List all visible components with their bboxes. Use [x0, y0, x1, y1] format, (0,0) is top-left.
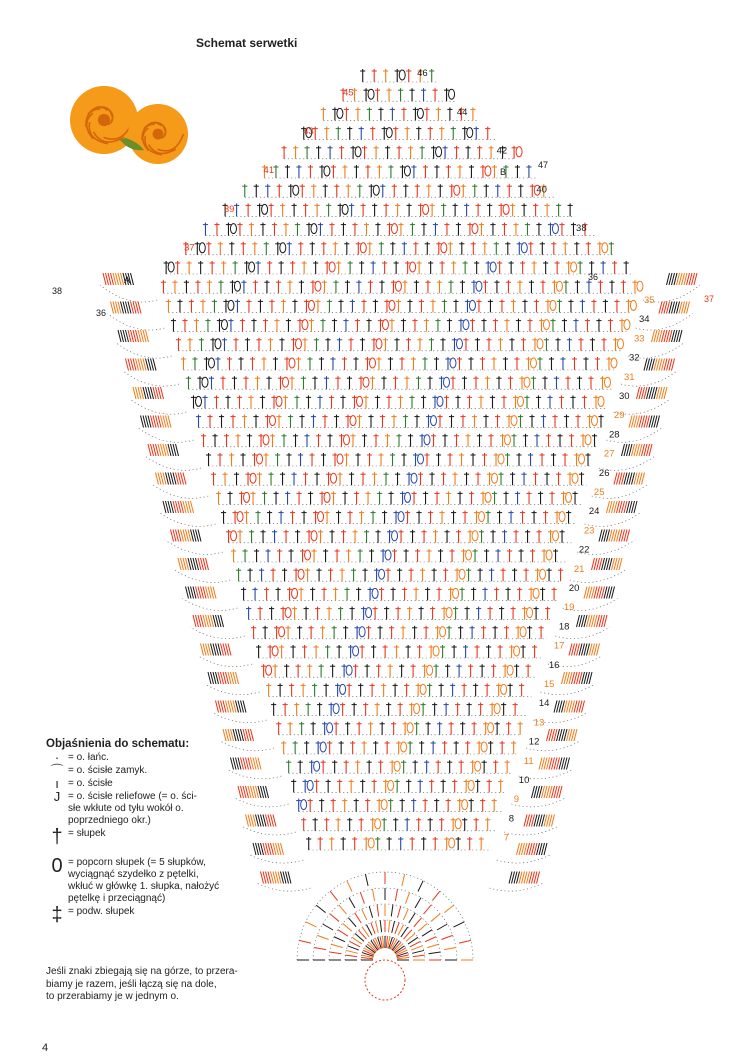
row-number: 31 — [623, 371, 635, 383]
relief-stitch-icon: J — [53, 789, 61, 804]
row-number: 37 — [184, 242, 195, 254]
legend-heading: Objaśnienia do schematu: — [46, 738, 190, 750]
page-title: Schemat serwetki — [196, 36, 298, 50]
row-number: 22 — [578, 544, 590, 556]
side-label-37: 37 — [704, 294, 715, 304]
legend-item-treble: ‡ = podw. słupek — [46, 906, 286, 924]
row-number: 47 — [538, 160, 549, 170]
chain-stitch-icon: · — [54, 750, 60, 765]
row-number: 20 — [568, 583, 580, 594]
row-number: 9 — [513, 794, 520, 806]
row-number: 13 — [533, 717, 545, 729]
row-number: 7 — [503, 832, 510, 844]
row-number: 44 — [456, 106, 468, 118]
row-number: 32 — [628, 352, 640, 364]
treble-crochet-icon: ‡ — [51, 904, 63, 926]
row-number: 38 — [576, 223, 587, 235]
row-number: 30 — [618, 391, 630, 402]
single-crochet-icon: ı — [55, 776, 59, 791]
side-label-36: 36 — [96, 308, 107, 318]
legend-item-relief: J = o. ścisłe reliefowe (= o. ści- słe wkłute od tyłu wokół o. poprzedniego okr.) — [46, 791, 286, 827]
row-number: 33 — [633, 333, 645, 345]
row-number: 46 — [417, 68, 428, 79]
row-number: 35 — [644, 295, 655, 306]
row-number: 10 — [518, 775, 530, 786]
row-number: 12 — [528, 736, 540, 748]
row-number: 24 — [588, 506, 600, 518]
row-number: 42 — [496, 145, 508, 157]
legend-item-single: ı = o. ścisłe — [46, 778, 286, 790]
row-number: 23 — [583, 525, 595, 537]
row-number: 21 — [573, 563, 585, 575]
side-label-38: 38 — [52, 286, 63, 296]
instruction-note: Jeśli znaki zbiegają się na górze, to przera- biamy je razem, jeśli łączą się na dole, to przerabiamy je w jednym o. — [46, 966, 238, 1002]
row-number: 41 — [263, 165, 275, 176]
page-number: 4 — [42, 1042, 49, 1054]
row-number: 15 — [543, 679, 555, 690]
legend-item-double: † = słupek — [46, 828, 286, 846]
row-number: 25 — [593, 487, 605, 498]
row-number: 19 — [563, 602, 575, 614]
side-label-36-right: 36 — [588, 272, 599, 282]
row-number: 11 — [523, 755, 534, 767]
row-number: 43 — [303, 126, 314, 138]
slip-stitch-icon: ⌒ — [50, 763, 64, 778]
popcorn-stitch-icon: 0 — [51, 855, 63, 877]
double-crochet-icon: † — [51, 826, 63, 848]
legend — [46, 738, 286, 924]
row-number: 26 — [598, 467, 610, 479]
row-number: 8 — [508, 813, 515, 825]
row-number: 39 — [223, 203, 235, 215]
marker-b-label: B — [500, 167, 507, 177]
row-number: 29 — [613, 410, 625, 422]
legend-item-chain: · = o. łańc. — [46, 752, 286, 764]
row-number: 28 — [608, 429, 620, 441]
marker-a-label: A — [124, 275, 131, 285]
row-number: 18 — [558, 621, 570, 633]
row-number: 45 — [342, 87, 354, 99]
row-number: 17 — [553, 640, 565, 652]
row-number: 16 — [548, 659, 560, 671]
row-number: 27 — [603, 448, 615, 460]
legend-item-slip: ⌒ = o. ścisłe zamyk. — [46, 765, 286, 777]
legend-item-popcorn: 0 = popcorn słupek (= 5 słupków, wyciągnąć szydełko z pętelki, wkłuć w główkę 1. słupka, nałożyć pętelkę i przeciągnąć) — [46, 857, 286, 905]
row-number: 14 — [538, 698, 550, 710]
row-number: 34 — [638, 314, 650, 326]
row-number: 40 — [536, 184, 547, 196]
